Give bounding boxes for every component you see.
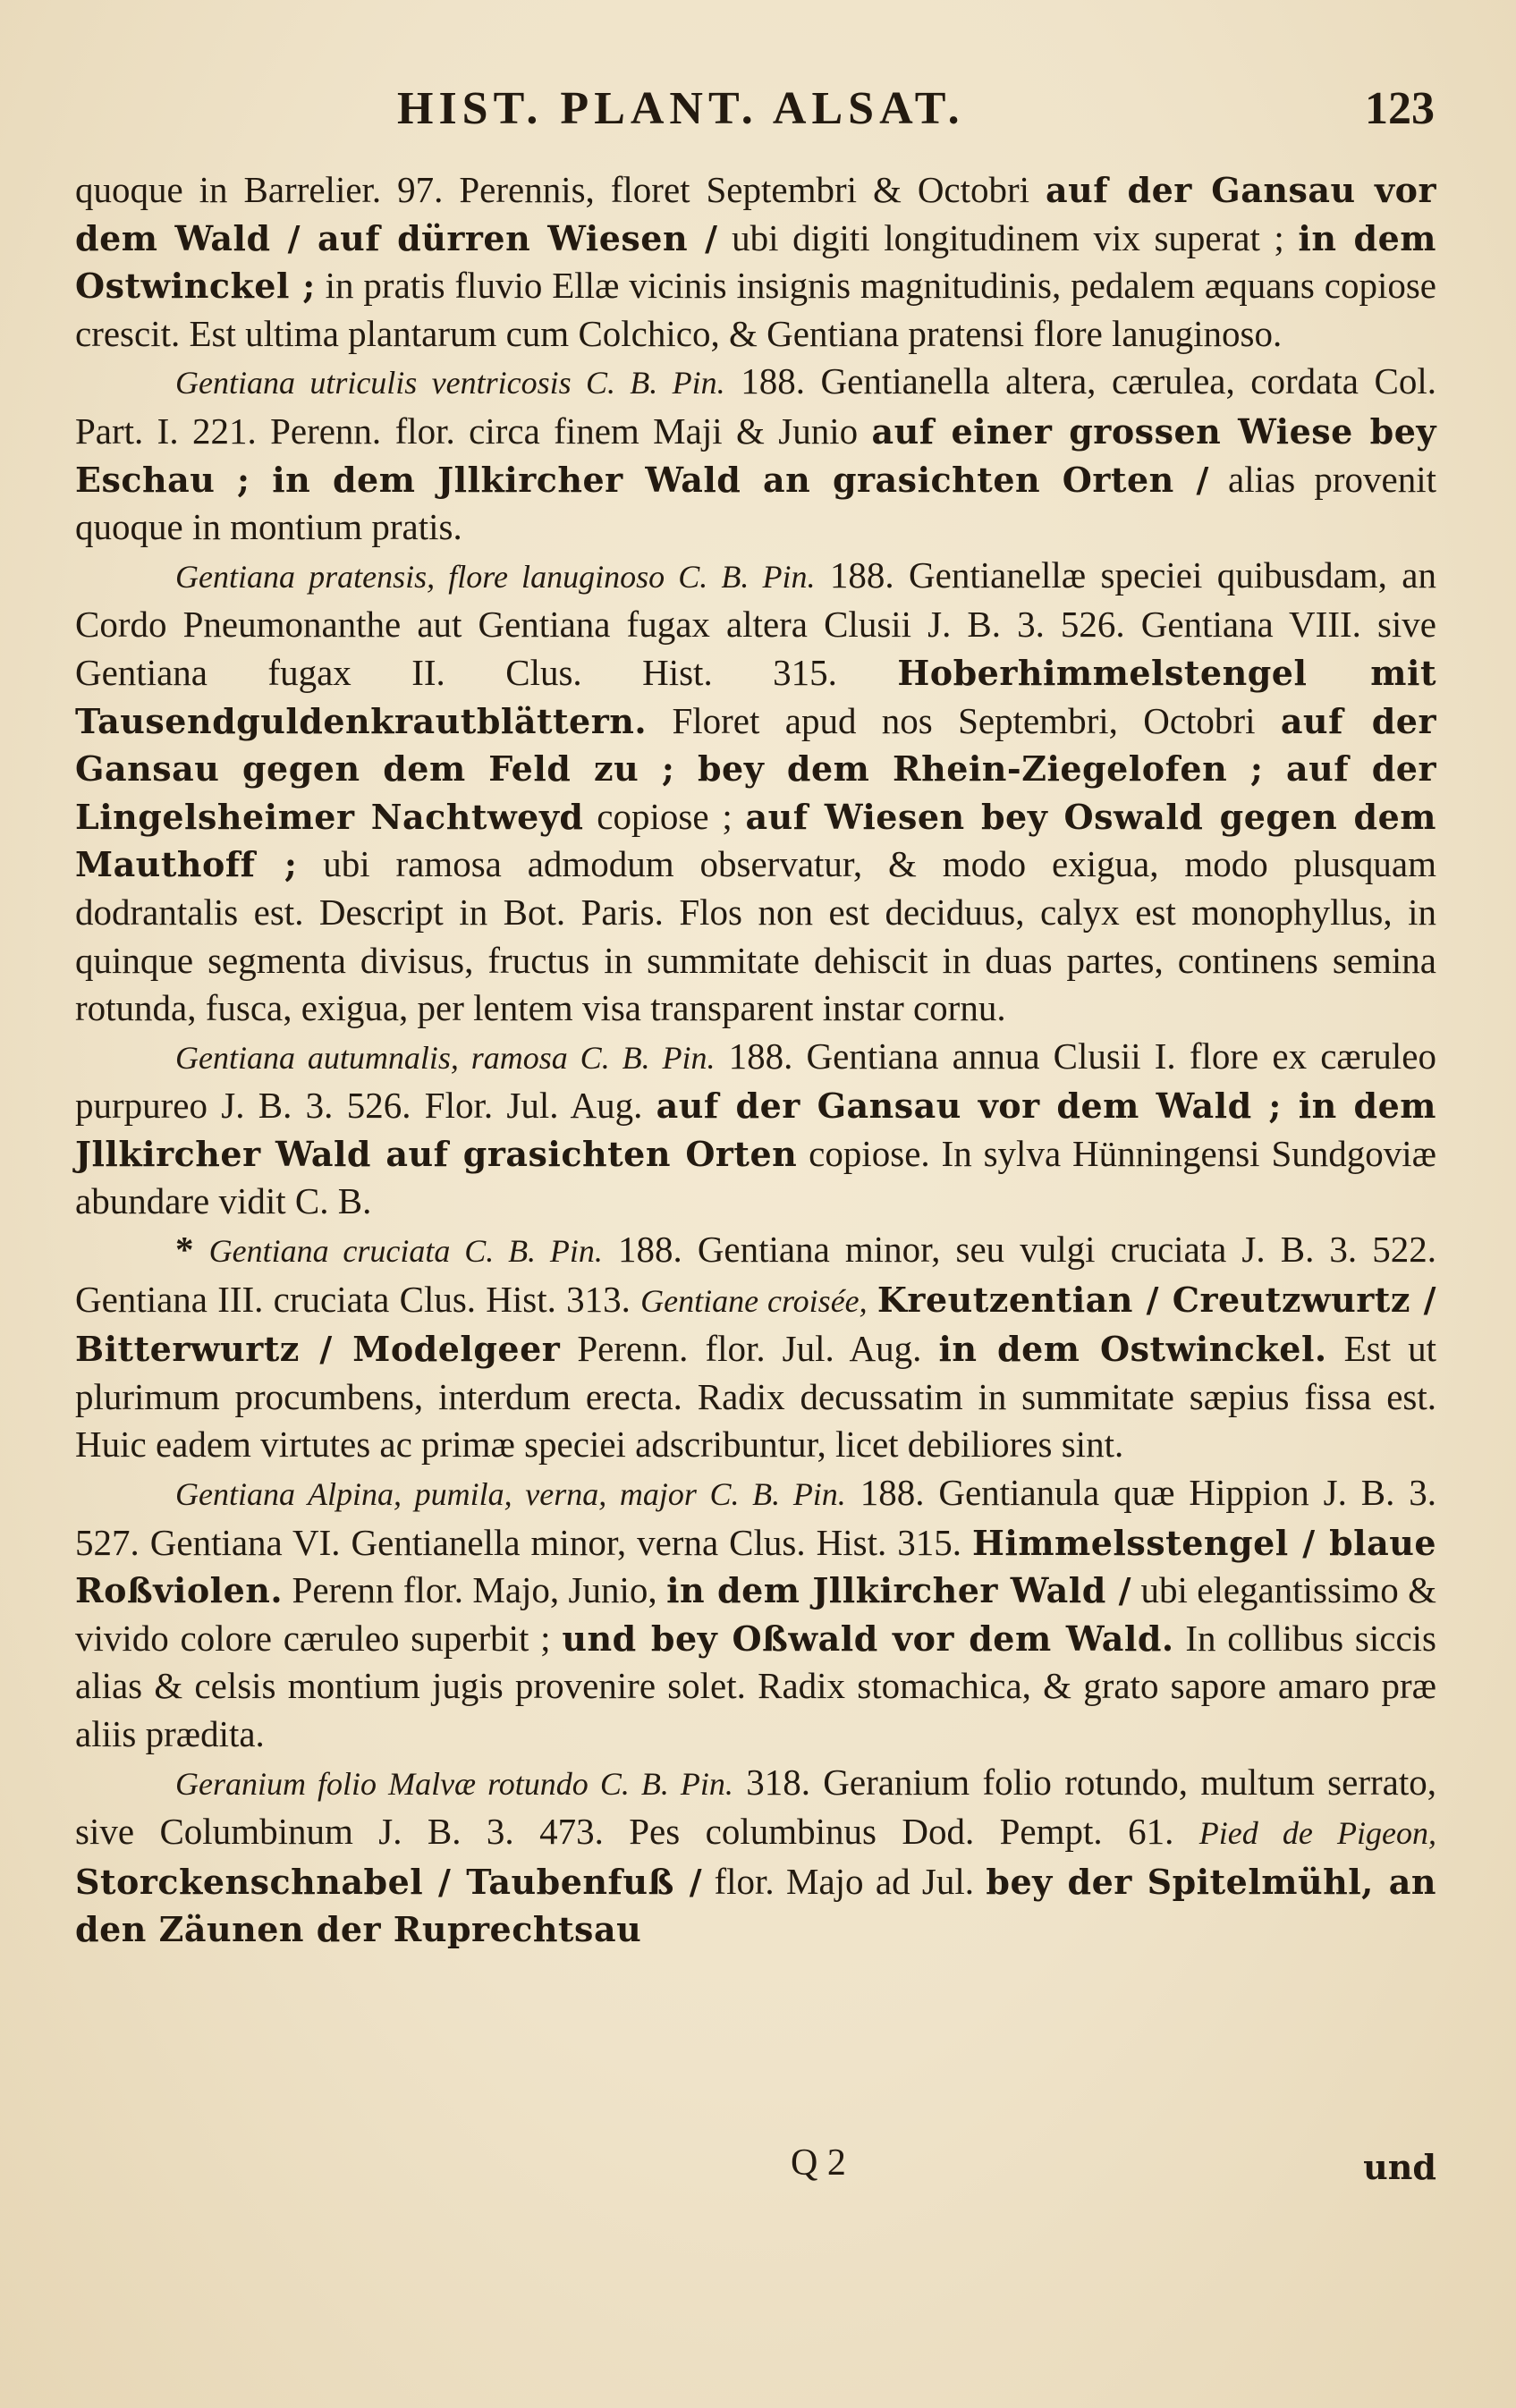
vernacular-text: bey der Spitelmühl, an den Zäunen der Ruprechtsau [75, 1861, 1436, 1950]
latin-text: Floret apud nos Septembri, Octobri [647, 699, 1281, 741]
vernacular-text: und bey Oßwald vor dem Wald. [562, 1618, 1174, 1659]
page-footer [75, 2142, 1436, 2195]
latin-text: 188. Gentianula quæ Hippion J. B. 3. 527. Gentiana VI. Gentianella minor, verna Clus. Hist. 315. [75, 1472, 1436, 1563]
vernacular-text: Storckenschnabel / Taubenfuß / [75, 1861, 703, 1902]
latin-text: ubi elegantissimo & vivido colore cæruleo superbit ; [75, 1569, 1436, 1659]
entry-paragraph [75, 166, 1436, 358]
vernacular-text: in dem Ostwinckel. [938, 1329, 1327, 1370]
entry-paragraph [75, 1469, 1436, 1759]
latin-text: In collibus siccis alias & celsis montium jugis provenire solet. Radix stomachica, & grato sapore amaro præ aliis prædita. [75, 1617, 1436, 1754]
vernacular-text: auf der Gansau gegen dem Feld zu ; bey dem Rhein-Ziegelofen ; auf der Lingelsheimer Nachtweyd [75, 700, 1437, 837]
vernacular-text: in dem Jllkircher Wald / [666, 1570, 1132, 1611]
entry-paragraph [75, 1759, 1436, 1954]
latin-text: Est ut plurimum procumbens, interdum erecta. Radix decussatim in summitate sæpius fissa est. Huic eadem virtutes ac primæ speciei adscribuntur, licet debiliores sint. [75, 1328, 1436, 1466]
latin-text: ubi ramosa admodum observatur, & modo exigua, modo plusquam dodrantalis est. Descript in Bot. Paris. Flos non est deciduus, calyx est monophyllus, in quinque segmenta divisus, fructus in summitate dehiscit in duas partes, continens semina rotunda, fusca, exigua, per lentem visa transparent instar cornu. [75, 843, 1436, 1029]
body-text [75, 166, 1436, 1954]
species-name: Gentiana cruciata C. B. Pin. [208, 1233, 603, 1270]
species-name: Gentiana Alpina, pumila, verna, major C. B. Pin. [175, 1476, 846, 1513]
entry-paragraph [75, 552, 1436, 1033]
asterisk-mark: * [175, 1229, 209, 1271]
latin-text: ubi digiti longitudinem vix superat ; [717, 216, 1299, 258]
page-header [75, 82, 1435, 136]
catchword: und [1363, 2147, 1436, 2187]
vernacular-text: auf der Gansau vor dem Wald / auf dürren Wiesen / [75, 170, 1436, 258]
latin-text: flor. Majo ad Jul. [702, 1860, 987, 1902]
page-number: 123 [1365, 83, 1435, 134]
species-name: Gentiana autumnalis, ramosa C. B. Pin. [175, 1039, 716, 1076]
latin-text [868, 1279, 877, 1320]
signature-mark: Q 2 [791, 2142, 846, 2184]
species-name: Pied de Pigeon, [1198, 1815, 1436, 1852]
species-name: Gentiana pratensis, flore lanuginoso C. B. Pin. [175, 558, 816, 595]
entry-paragraph [75, 1033, 1436, 1226]
vernacular-text: auf der Gansau vor dem Wald ; in dem Jllkircher Wald auf grasichten Orten [75, 1086, 1436, 1174]
latin-text: 188. Gentiana annua Clusii I. flore ex cæruleo purpureo J. B. 3. 526. Flor. Jul. Aug. [75, 1035, 1436, 1127]
latin-text: copiose ; [583, 795, 746, 837]
latin-text: in pratis fluvio Ellæ vicinis insignis magnitudinis, pedalem æquans copiose crescit. Est ultima plantarum cum Colchico, & Gentiana pratensi flore lanuginoso. [75, 265, 1436, 354]
vernacular-text: auf einer grossen Wiese bey Eschau ; in dem Jllkircher Wald an grasichten Orten / [75, 410, 1437, 500]
species-name: Geranium folio Malvæ rotundo C. B. Pin. [175, 1765, 733, 1802]
latin-text: copiose. In sylva Hünningensi Sundgoviæ abundare vidit C. B. [75, 1132, 1436, 1222]
vernacular-text: in dem Ostwinckel ; [75, 217, 1436, 307]
latin-text: Perenn flor. Majo, Junio, [283, 1569, 667, 1611]
latin-text: 318. Geranium folio rotundo, multum serrato, sive Columbinum J. B. 3. 473. Pes columbinus Dod. Pempt. 61. [75, 1761, 1436, 1853]
vernacular-text: auf Wiesen bey Oswald gegen dem Mauthoff ; [75, 796, 1436, 885]
entry-paragraph [75, 1226, 1436, 1469]
running-head: HIST. PLANT. ALSAT. [397, 83, 965, 134]
latin-text: alias provenit quoque in montium pratis. [75, 458, 1436, 548]
latin-text: 188. Gentianella altera, cærulea, cordata Col. Part. I. 221. Perenn. flor. circa finem Maji & Junio [75, 360, 1437, 452]
latin-text: Perenn. flor. Jul. Aug. [560, 1328, 939, 1370]
latin-text: 188. Gentianellæ speciei quibusdam, an Cordo Pneumonanthe aut Gentiana fugax altera Clusii J. B. 3. 526. Gentiana VIII. sive Gentiana fugax II. Clus. Hist. 315. [75, 553, 1437, 693]
vernacular-text: Kreutzentian / Creutzwurtz / Bitterwurtz / Modelgeer [75, 1279, 1436, 1370]
species-name: Gentiane croisée, [640, 1282, 868, 1319]
vernacular-text: Himmelsstengel / blaue Roßviolen. [75, 1522, 1436, 1611]
species-name: Gentiana utriculis ventricosis C. B. Pin. [175, 365, 725, 401]
latin-text: quoque in Barrelier. 97. Perennis, floret Septembri & Octobri [75, 169, 1046, 210]
vernacular-text: Hoberhimmelstengel mit Tausendguldenkrautblättern. [75, 652, 1437, 741]
entry-paragraph [75, 358, 1436, 551]
latin-text: 188. Gentiana minor, seu vulgi cruciata J. B. 3. 522. Gentiana III. cruciata Clus. Hist. 313. [75, 1229, 1436, 1320]
